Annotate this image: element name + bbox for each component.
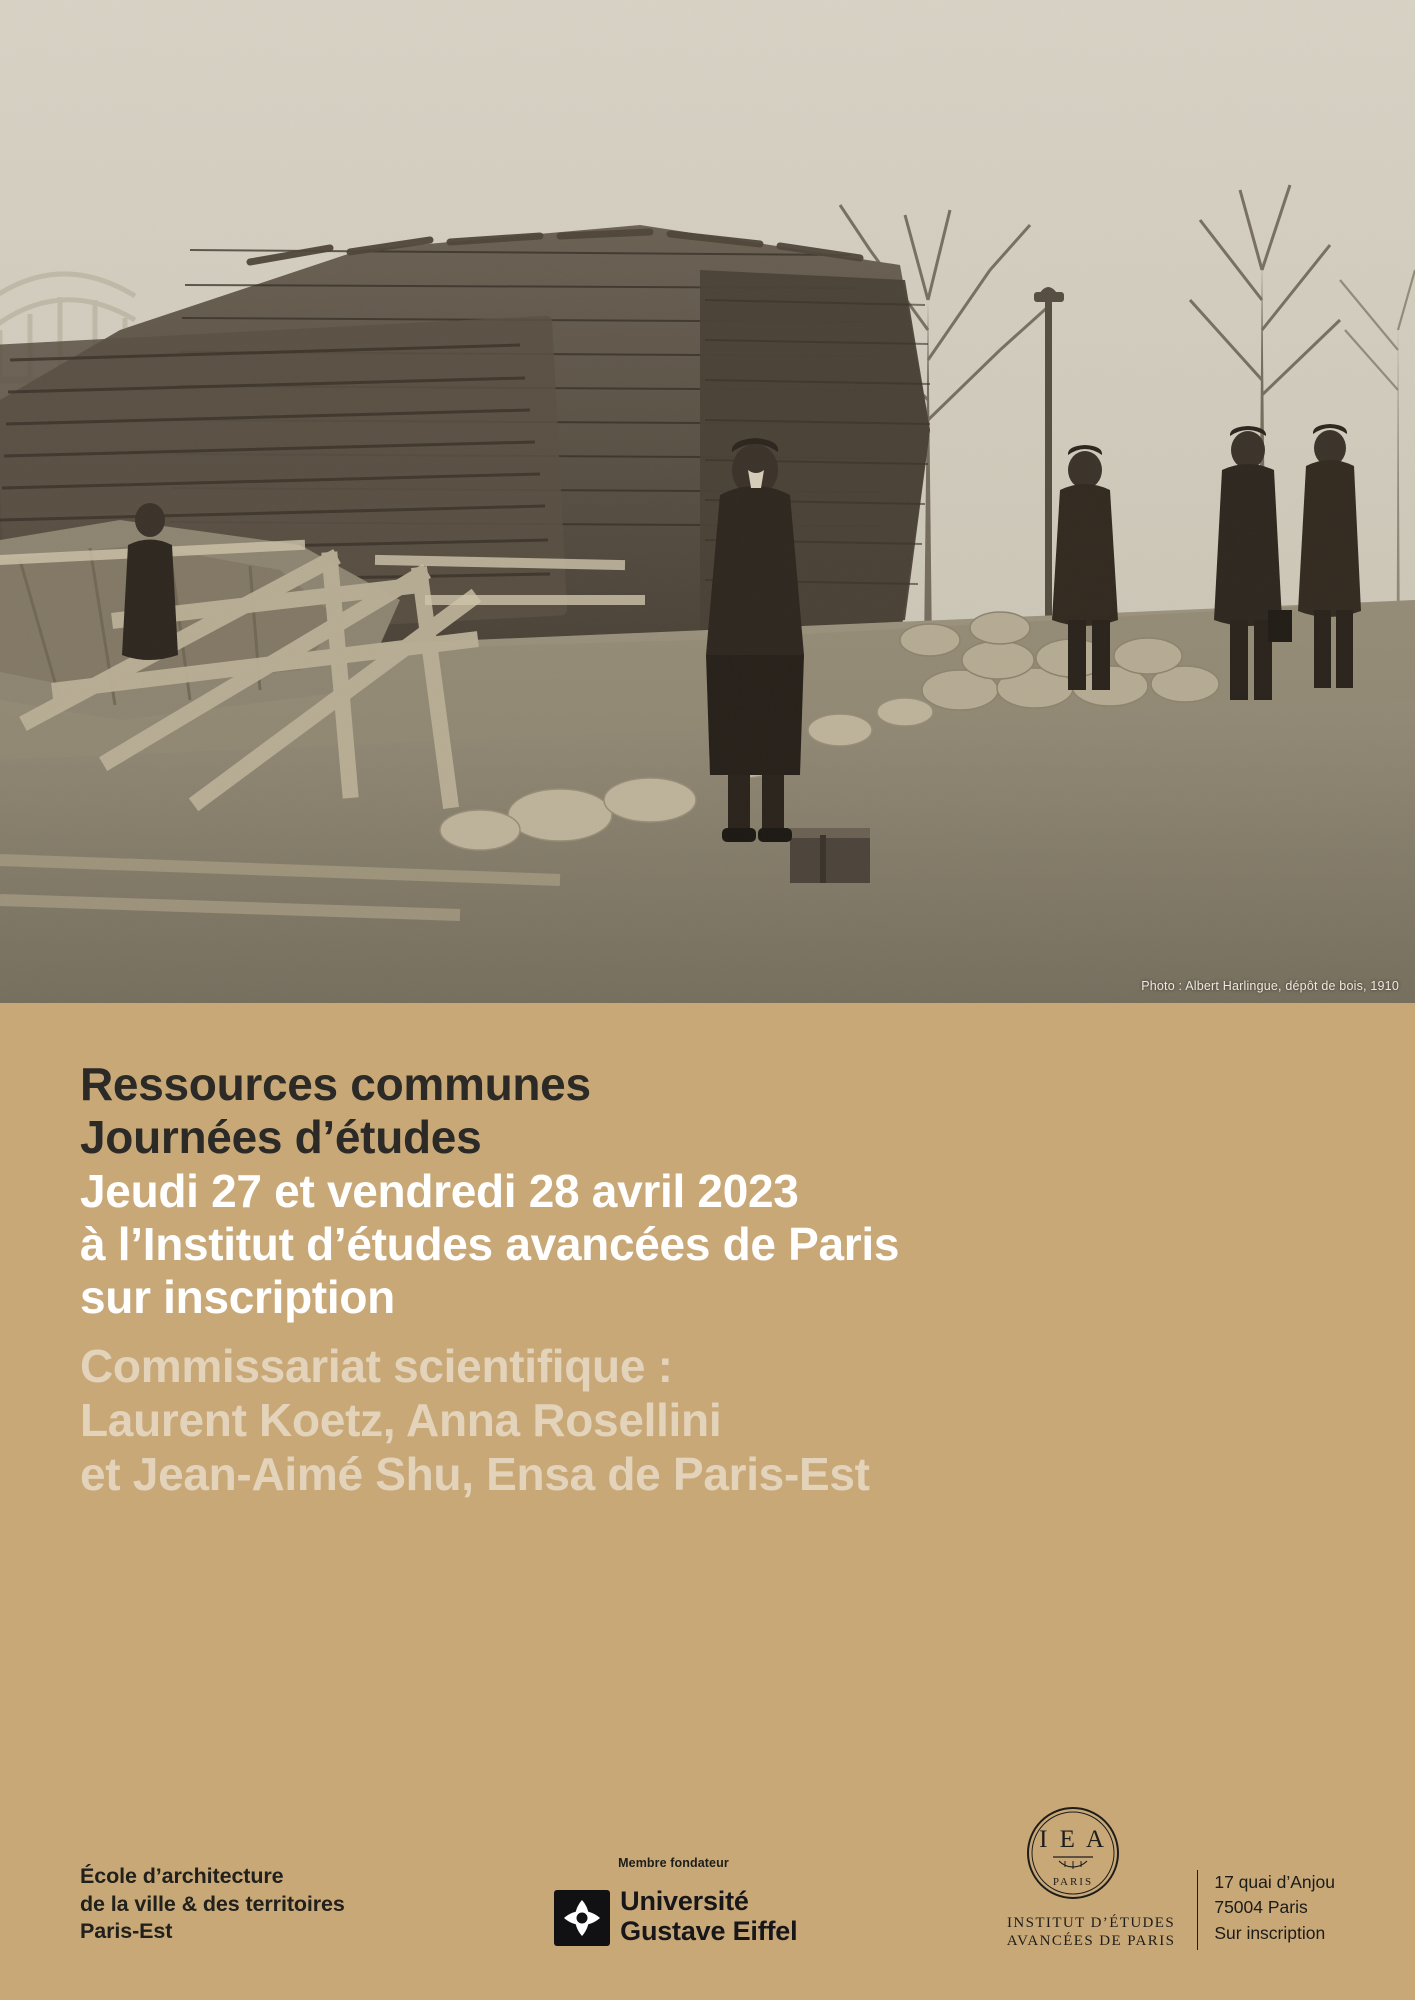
photo-credit: Photo : Albert Harlingue, dépôt de bois, 1910 [1141, 979, 1399, 993]
page-title [80, 1058, 1335, 1325]
address-line-3: Sur inscription [1214, 1922, 1326, 1943]
title-line-1: Ressources communes [80, 1058, 591, 1110]
iea-seal-icon [1007, 1803, 1139, 1907]
gustave-eiffel-mark-icon [554, 1890, 610, 1946]
iea-caption-line-1: INSTITUT D’ÉTUDES [1007, 1915, 1176, 1931]
uge-line-1: Université [620, 1885, 749, 1916]
school-line-1: École d’architecture [80, 1864, 284, 1889]
logo-universite-gustave-eiffel [554, 1855, 798, 1952]
curators-line-2: Laurent Koetz, Anna Rosellini [80, 1394, 722, 1447]
iea-caption [1007, 1914, 1176, 1950]
logo-ecole-architecture [80, 1863, 345, 1952]
membre-fondateur-label: Membre fondateur [618, 1855, 729, 1870]
universite-gustave-eiffel-text [620, 1886, 797, 1946]
title-line-4: à l’Institut d’études avancées de Paris [80, 1218, 900, 1271]
title-line-2: Journées d’études [80, 1111, 482, 1164]
iea-caption-line-2: AVANCÉES DE PARIS [1006, 1933, 1176, 1949]
footer-right [1007, 1803, 1335, 1952]
svg-text:PARIS: PARIS [1052, 1876, 1093, 1888]
venue-address [1197, 1870, 1335, 1950]
curators-block [80, 1339, 1335, 1502]
poster-text-block [0, 1003, 1415, 2000]
title-line-5: sur inscription [80, 1271, 395, 1324]
footer [0, 1802, 1415, 1952]
curators-line-1: Commissariat scientifique : [80, 1339, 673, 1392]
address-line-2: 75004 Paris [1214, 1897, 1308, 1918]
logo-iea-paris [1007, 1803, 1176, 1950]
school-line-2: de la ville & des territoires [80, 1891, 345, 1916]
svg-text:I E A: I E A [1038, 1826, 1107, 1853]
address-line-1: 17 quai d’Anjou [1214, 1871, 1335, 1892]
curators-line-3: et Jean-Aimé Shu, Ensa de Paris-Est [80, 1448, 870, 1501]
title-line-3: Jeudi 27 et vendredi 28 avril 2023 [80, 1164, 799, 1217]
school-line-3: Paris-Est [80, 1919, 173, 1944]
uge-line-2: Gustave Eiffel [620, 1915, 798, 1946]
